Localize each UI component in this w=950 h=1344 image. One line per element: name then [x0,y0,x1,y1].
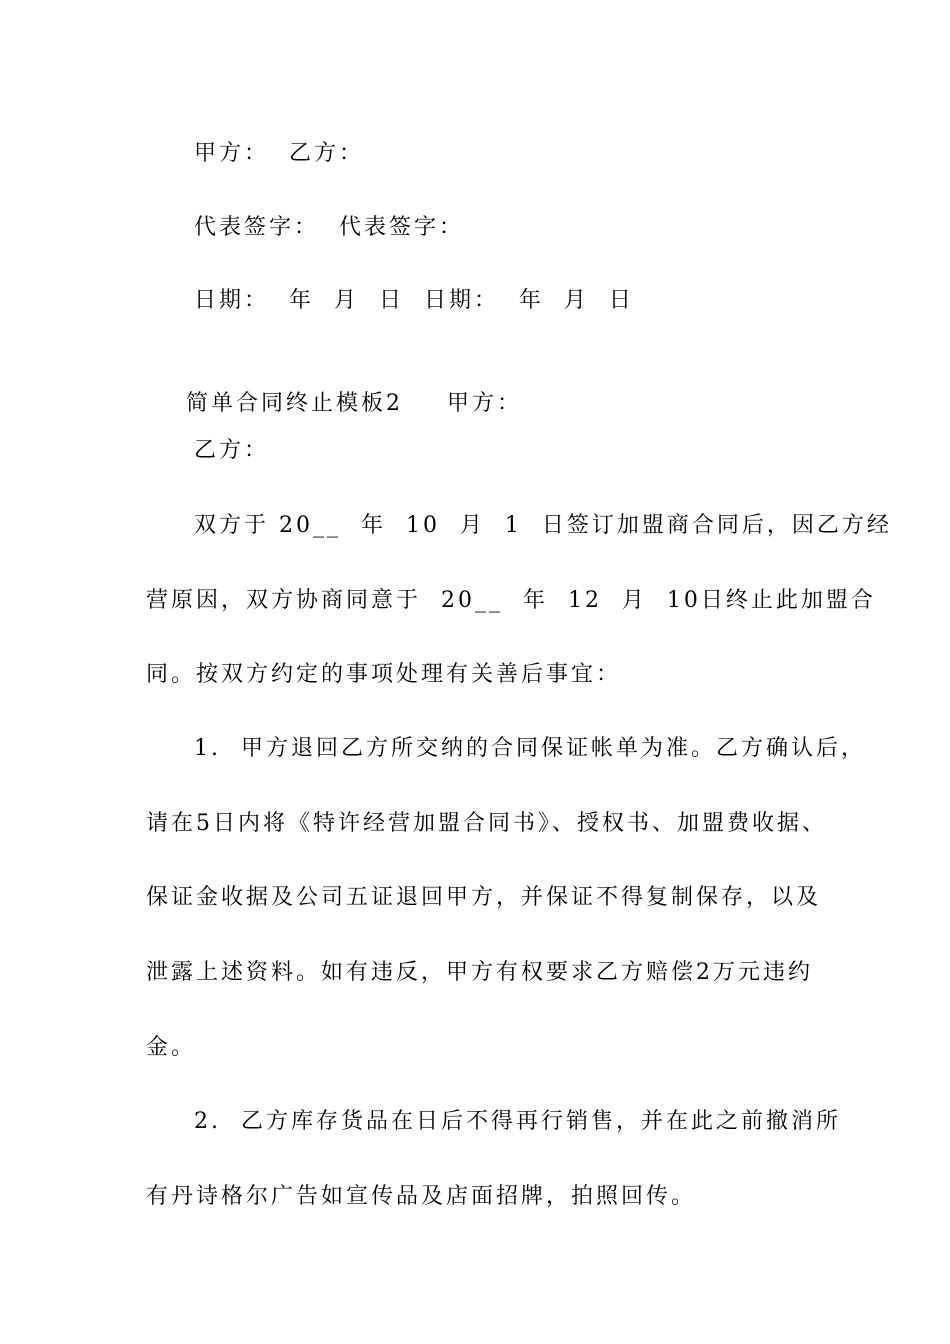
clause1-line: 泄露上述资料。如有违反，甲方有权要求乙方赔偿2万元违约 [146,960,813,985]
parties-line: 甲方： 乙方： [194,141,364,166]
clause1-line: 1. 甲方退回乙方所交纳的合同保证帐单为准。乙方确认后， [194,736,866,761]
intro-line: 同。按双方约定的事项处理有关善后事宜： [146,662,622,687]
intro-line: 双方于 20__ 年 10 月 1 日签订加盟商合同后，因乙方经 [194,513,892,538]
party-a-label: 甲方： [446,391,522,416]
party-b-label: 乙方： [194,438,270,463]
section-title: 简单合同终止模板2 [185,391,403,416]
clause1-line: 保证金收据及公司五证退回甲方，并保证不得复制保存，以及 [146,885,822,910]
section-heading [146,362,522,446]
clause2-line: 2. 乙方库存货品在日后不得再行销售，并在此之前撤消所 [194,1109,841,1134]
clause2-line: 有丹诗格尔广告如宣传品及店面招牌，拍照回传。 [146,1184,697,1209]
clause1-line: 金。 [146,1035,197,1060]
intro-line: 营原因，双方协商同意于 20__ 年 12 月 10日终止此加盟合 [146,588,876,613]
date-line: 日期： 年 月 日 日期： 年 月 日 [194,288,634,313]
clause1-line: 请在5日内将《特许经营加盟合同书》、授权书、加盟费收据、 [146,811,827,836]
signature-line: 代表签字： 代表签字： [194,215,464,240]
